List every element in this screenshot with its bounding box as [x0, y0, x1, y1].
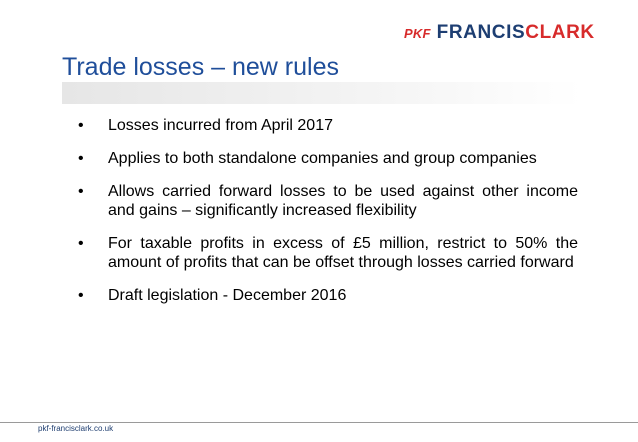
bullet-item: [68, 149, 578, 168]
bullet-item: [68, 116, 578, 135]
bullet-item: [68, 182, 578, 220]
bullet-list: [68, 116, 578, 319]
bullet-text: Applies to both standalone companies and group companies: [108, 150, 537, 167]
bullet-dot-icon: •: [78, 150, 84, 167]
bullet-dot-icon: •: [78, 183, 84, 200]
bullet-dot-icon: •: [78, 235, 84, 252]
company-logo: [404, 22, 595, 44]
logo-wordmark: [437, 22, 595, 44]
title-underline-bar: [62, 82, 582, 104]
slide-title: Trade losses – new rules: [62, 53, 339, 81]
footer-website-url: pkf-francisclark.co.uk: [38, 424, 114, 433]
bullet-text: Losses incurred from April 2017: [108, 117, 333, 134]
bullet-item: [68, 234, 578, 272]
bullet-text: Draft legislation - December 2016: [108, 287, 347, 304]
footer-divider: [0, 422, 638, 423]
bullet-text: For taxable profits in excess of £5 million, restrict to 50% the amount of profits that can be offset through losses carried forward: [108, 235, 578, 271]
bullet-dot-icon: •: [78, 117, 84, 134]
logo-clark-text: CLARK: [525, 22, 595, 43]
logo-francis-text: FRANCIS: [436, 22, 526, 43]
bullet-dot-icon: •: [78, 287, 84, 304]
bullet-text: Allows carried forward losses to be used against other income and gains – significantly increased flexibility: [108, 183, 578, 219]
logo-pkf-mark: PKF: [404, 25, 431, 41]
bullet-item: [68, 286, 578, 305]
